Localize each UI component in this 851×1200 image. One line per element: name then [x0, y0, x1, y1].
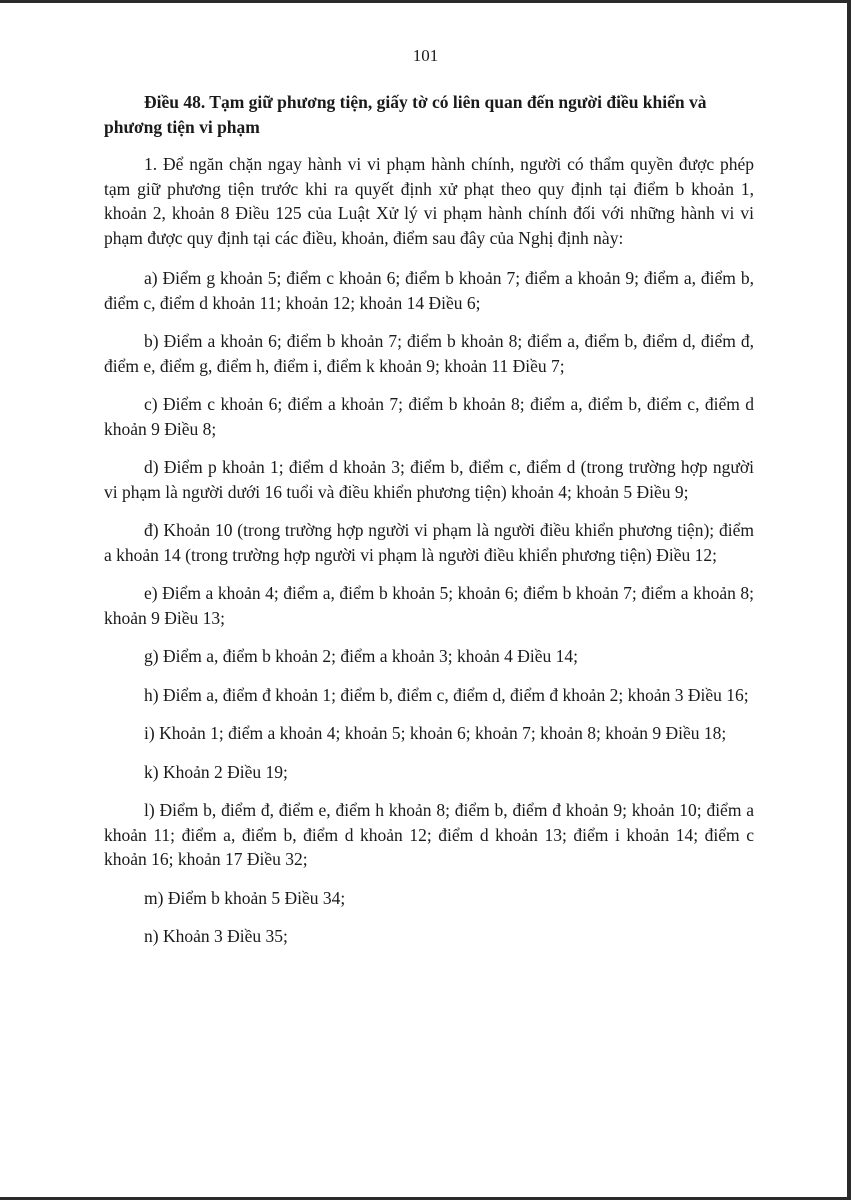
- list-item-g: g) Điểm a, điểm b khoản 2; điểm a khoản 3; khoản 4 Điều 14;: [144, 646, 579, 666]
- list-item-d: d) Điểm p khoản 1; điểm d khoản 3; điểm b, điểm c, điểm d (trong trường hợp người vi phạm là người dưới 16 tuổi và điều khiển phương tiện) khoản 4; khoản 5 Điều 9;: [104, 457, 754, 502]
- scan-border-top: [0, 0, 851, 3]
- list-item-c: c) Điểm c khoản 6; điểm a khoản 7; điểm b khoản 8; điểm a, điểm b, điểm c, điểm d khoản 9 Điều 8;: [104, 394, 754, 439]
- list-item-e: e) Điểm a khoản 4; điểm a, điểm b khoản 5; khoản 6; điểm b khoản 7; điểm a khoản 8; khoản 9 Điều 13;: [104, 583, 754, 628]
- document-body: [104, 90, 754, 963]
- paragraph-intro: 1. Để ngăn chặn ngay hành vi vi phạm hành chính, người có thẩm quyền được phép tạm giữ phương tiện trước khi ra quyết định xử phạt theo quy định tại điểm b khoản 1, khoản 2, khoản 8 Điều 125 của Luật Xử lý vi phạm hành chính đối với những hành vi vi phạm được quy định tại các điều, khoản, điểm sau đây của Nghị định này:: [104, 154, 754, 248]
- article-title: Điều 48. Tạm giữ phương tiện, giấy tờ có liên quan đến người điều khiển và phương tiện vi phạm: [104, 92, 707, 137]
- list-item-n: n) Khoản 3 Điều 35;: [144, 926, 288, 946]
- page-number: 101: [412, 46, 439, 65]
- list-item-m: m) Điểm b khoản 5 Điều 34;: [144, 887, 346, 908]
- list-item-a: a) Điểm g khoản 5; điểm c khoản 6; điểm b khoản 7; điểm a khoản 9; điểm a, điểm b, điểm c, điểm d khoản 11; khoản 12; khoản 14 Điều 6;: [104, 268, 754, 313]
- list-item-k: k) Khoản 2 Điều 19;: [144, 761, 288, 782]
- list-item-h: h) Điểm a, điểm đ khoản 1; điểm b, điểm c, điểm d, điểm đ khoản 2; khoản 3 Điều 16;: [144, 684, 749, 705]
- list-item-i: i) Khoản 1; điểm a khoản 4; khoản 5; khoản 6; khoản 7; khoản 8; khoản 9 Điều 18;: [144, 723, 727, 743]
- list-item-dd: đ) Khoản 10 (trong trường hợp người vi phạm là người điều khiển phương tiện); điểm a khoản 14 (trong trường hợp người vi phạm là người điều khiển phương tiện) Điều 12;: [104, 520, 754, 565]
- scan-border-right: [847, 0, 851, 1200]
- list-item-b: b) Điểm a khoản 6; điểm b khoản 7; điểm b khoản 8; điểm a, điểm b, điểm d, điểm đ, điểm e, điểm g, điểm h, điểm i, điểm k khoản 9; khoản 11 Điều 7;: [104, 331, 754, 376]
- list-item-l: l) Điểm b, điểm đ, điểm e, điểm h khoản 8; điểm b, điểm đ khoản 9; khoản 10; điểm a khoản 11; điểm a, điểm b, điểm d khoản 12; điểm d khoản 13; điểm i khoản 14; điểm c khoản 16; khoản 17 Điều 32;: [104, 800, 754, 869]
